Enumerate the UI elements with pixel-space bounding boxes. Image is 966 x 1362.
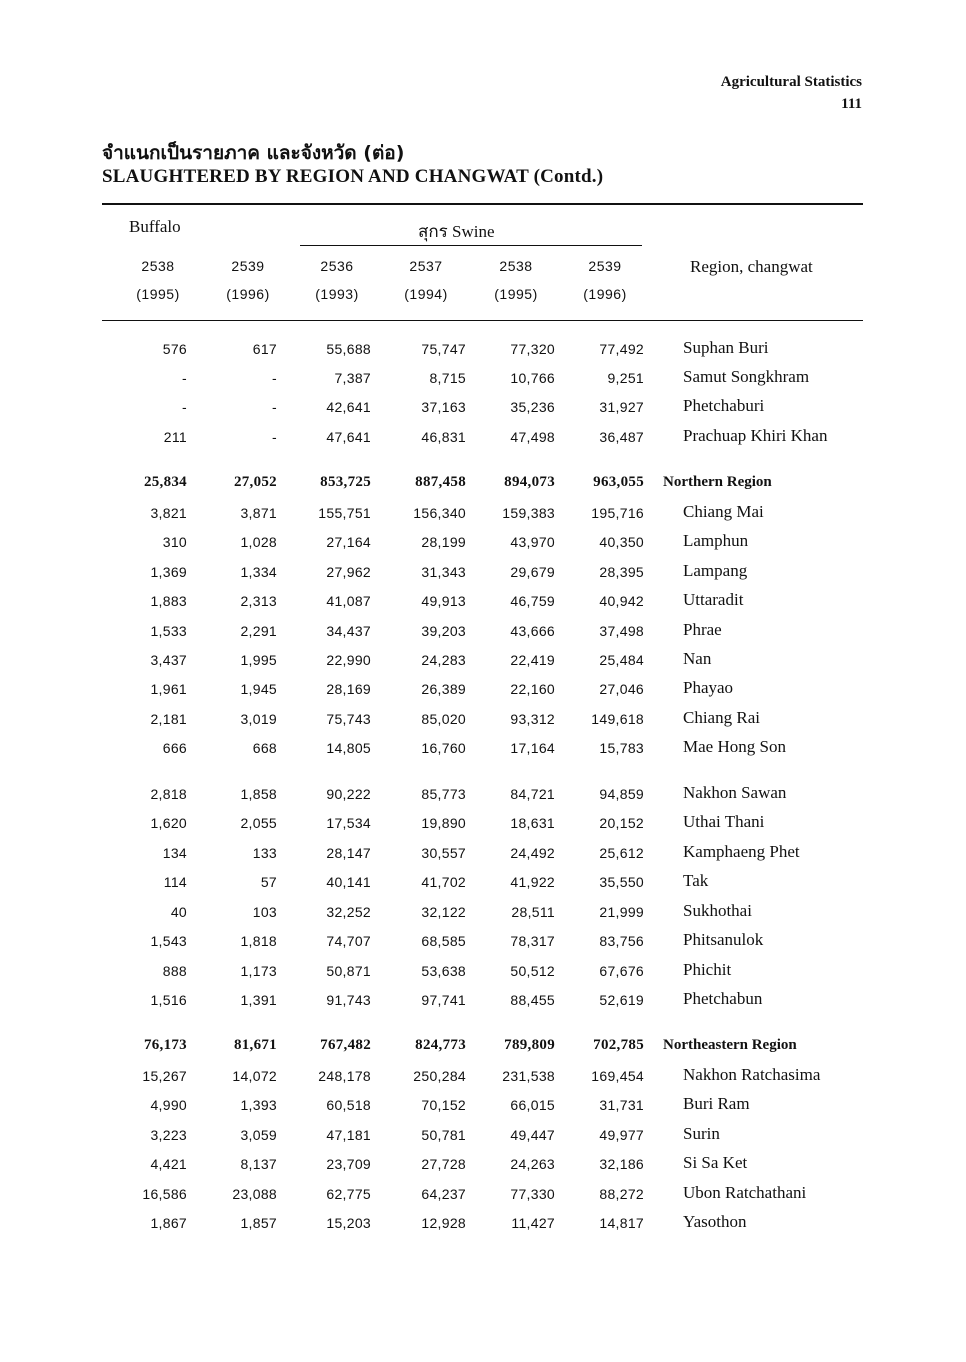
table-cell: 41,087 bbox=[326, 593, 371, 609]
table-cell: 963,055 bbox=[593, 474, 644, 490]
table-cell: 24,263 bbox=[510, 1156, 555, 1172]
swine-group-header: สุกร Swine bbox=[418, 222, 495, 241]
table-cell: 34,437 bbox=[326, 623, 371, 639]
table-cell: 47,181 bbox=[326, 1127, 371, 1143]
table-cell: 28,147 bbox=[326, 845, 371, 861]
page-number: 111 bbox=[841, 96, 862, 112]
table-cell: 32,186 bbox=[599, 1156, 644, 1172]
table-cell: 41,922 bbox=[510, 874, 555, 890]
table-cell: 35,236 bbox=[510, 399, 555, 415]
table-cell: 1,818 bbox=[240, 933, 277, 949]
table-cell: 32,122 bbox=[421, 904, 466, 920]
table-cell: 88,455 bbox=[510, 992, 555, 1008]
table-cell: 28,199 bbox=[421, 534, 466, 550]
table-cell: 57 bbox=[260, 874, 277, 890]
table-cell: 97,741 bbox=[421, 992, 466, 1008]
year-header-be: 2537 bbox=[409, 258, 443, 274]
table-cell: 248,178 bbox=[318, 1068, 371, 1084]
table-cell: 27,962 bbox=[326, 564, 371, 580]
table-cell: 32,252 bbox=[326, 904, 371, 920]
table-cell: 24,283 bbox=[421, 652, 466, 668]
table-cell: 60,518 bbox=[326, 1097, 371, 1113]
table-cell: 666 bbox=[162, 740, 187, 756]
table-cell: 22,990 bbox=[326, 652, 371, 668]
table-cell: 46,831 bbox=[421, 429, 466, 445]
table-cell: 40,942 bbox=[599, 593, 644, 609]
table-cell: 16,760 bbox=[421, 740, 466, 756]
changwat-name: Ubon Ratchathani bbox=[683, 1183, 807, 1202]
changwat-name: Samut Songkhram bbox=[683, 367, 810, 386]
table-cell: 50,871 bbox=[326, 963, 371, 979]
changwat-name: Uthai Thani bbox=[683, 812, 765, 831]
table-cell: 1,858 bbox=[240, 786, 277, 802]
table-cell: 74,707 bbox=[326, 933, 371, 949]
table-cell: 88,272 bbox=[599, 1186, 644, 1202]
table-cell: 789,809 bbox=[504, 1037, 555, 1053]
table-cell: 1,883 bbox=[150, 593, 187, 609]
table-cell: 767,482 bbox=[320, 1037, 371, 1053]
table-cell: 64,237 bbox=[421, 1186, 466, 1202]
table-cell: - bbox=[272, 429, 277, 445]
region-name: Northern Region bbox=[663, 474, 772, 490]
table-cell: 2,055 bbox=[240, 815, 277, 831]
table-cell: 3,871 bbox=[240, 505, 277, 521]
table-cell: 1,995 bbox=[240, 652, 277, 668]
table-cell: 43,970 bbox=[510, 534, 555, 550]
changwat-name: Yasothon bbox=[683, 1212, 747, 1231]
table-cell: 4,990 bbox=[150, 1097, 187, 1113]
table-cell: 49,447 bbox=[510, 1127, 555, 1143]
table-cell: 77,330 bbox=[510, 1186, 555, 1202]
table-cell: 3,821 bbox=[150, 505, 187, 521]
changwat-name: Kamphaeng Phet bbox=[683, 842, 800, 861]
year-header-be: 2538 bbox=[499, 258, 533, 274]
year-header-be: 2539 bbox=[588, 258, 622, 274]
table-cell: 2,313 bbox=[240, 593, 277, 609]
table-cell: 24,492 bbox=[510, 845, 555, 861]
header-bottom-rule bbox=[102, 320, 863, 321]
table-cell: 28,169 bbox=[326, 681, 371, 697]
table-cell: 35,550 bbox=[599, 874, 644, 890]
table-cell: 114 bbox=[163, 874, 187, 890]
table-cell: 1,620 bbox=[150, 815, 187, 831]
table-cell: 77,492 bbox=[599, 341, 644, 357]
table-cell: 36,487 bbox=[599, 429, 644, 445]
table-cell: 27,728 bbox=[421, 1156, 466, 1172]
year-header-ce: (1996) bbox=[583, 286, 627, 302]
table-cell: 27,164 bbox=[326, 534, 371, 550]
table-cell: 7,387 bbox=[334, 370, 371, 386]
table-cell: 22,419 bbox=[510, 652, 555, 668]
table-cell: 49,977 bbox=[599, 1127, 644, 1143]
table-cell: 28,395 bbox=[599, 564, 644, 580]
table-cell: 40 bbox=[170, 904, 187, 920]
table-cell: 11,427 bbox=[511, 1215, 555, 1231]
table-cell: 42,641 bbox=[326, 399, 371, 415]
table-cell: 1,543 bbox=[150, 933, 187, 949]
table-cell: 85,020 bbox=[421, 711, 466, 727]
table-cell: 133 bbox=[252, 845, 277, 861]
year-header-ce: (1995) bbox=[136, 286, 180, 302]
table-cell: 55,688 bbox=[326, 341, 371, 357]
table-cell: 18,631 bbox=[510, 815, 555, 831]
table-cell: 23,088 bbox=[232, 1186, 277, 1202]
changwat-name: Prachuap Khiri Khan bbox=[683, 426, 828, 445]
table-cell: 3,059 bbox=[240, 1127, 277, 1143]
table-cell: 75,743 bbox=[326, 711, 371, 727]
table-cell: 155,751 bbox=[318, 505, 371, 521]
table-cell: 1,857 bbox=[240, 1215, 277, 1231]
table-cell: 70,152 bbox=[421, 1097, 466, 1113]
table-cell: 68,585 bbox=[421, 933, 466, 949]
table-cell: 169,454 bbox=[591, 1068, 644, 1084]
table-cell: - bbox=[272, 399, 277, 415]
table-cell: 90,222 bbox=[326, 786, 371, 802]
table-cell: 78,317 bbox=[510, 933, 555, 949]
changwat-name: Uttaradit bbox=[683, 590, 744, 609]
table-cell: 47,641 bbox=[326, 429, 371, 445]
publication-name: Agricultural Statistics bbox=[720, 74, 862, 90]
table-cell: 1,393 bbox=[240, 1097, 277, 1113]
table-cell: 824,773 bbox=[415, 1037, 466, 1053]
table-cell: 134 bbox=[162, 845, 187, 861]
table-cell: 49,913 bbox=[421, 593, 466, 609]
table-cell: 43,666 bbox=[510, 623, 555, 639]
table-cell: 31,731 bbox=[599, 1097, 644, 1113]
table-cell: 250,284 bbox=[413, 1068, 466, 1084]
table-cell: 19,890 bbox=[421, 815, 466, 831]
table-cell: 84,721 bbox=[510, 786, 555, 802]
table-cell: 887,458 bbox=[415, 474, 466, 490]
table-cell: 2,181 bbox=[150, 711, 187, 727]
year-header-be: 2539 bbox=[231, 258, 265, 274]
table-cell: 211 bbox=[163, 429, 187, 445]
table-cell: 853,725 bbox=[320, 474, 371, 490]
table-cell: 76,173 bbox=[143, 1037, 187, 1053]
table-cell: 91,743 bbox=[326, 992, 371, 1008]
changwat-name: Surin bbox=[683, 1124, 720, 1143]
table-cell: 47,498 bbox=[510, 429, 555, 445]
table-cell: 50,512 bbox=[510, 963, 555, 979]
table-cell: 1,516 bbox=[150, 992, 187, 1008]
table-cell: 576 bbox=[162, 341, 187, 357]
table-cell: 9,251 bbox=[607, 370, 644, 386]
table-cell: 1,945 bbox=[240, 681, 277, 697]
year-header-ce: (1995) bbox=[494, 286, 538, 302]
table-cell: 195,716 bbox=[591, 505, 644, 521]
changwat-name: Chiang Mai bbox=[683, 502, 764, 521]
changwat-name: Nan bbox=[683, 649, 712, 668]
year-header-ce: (1993) bbox=[315, 286, 359, 302]
changwat-name: Sukhothai bbox=[683, 901, 752, 920]
table-cell: 894,073 bbox=[504, 474, 555, 490]
table-cell: 85,773 bbox=[421, 786, 466, 802]
table-cell: 3,437 bbox=[150, 652, 187, 668]
table-cell: 66,015 bbox=[510, 1097, 555, 1113]
table-cell: 30,557 bbox=[421, 845, 466, 861]
changwat-name: Chiang Rai bbox=[683, 708, 760, 727]
changwat-name: Nakhon Ratchasima bbox=[683, 1065, 821, 1084]
year-header-be: 2538 bbox=[141, 258, 175, 274]
table-cell: 103 bbox=[252, 904, 277, 920]
table-cell: 3,019 bbox=[240, 711, 277, 727]
table-cell: 1,173 bbox=[240, 963, 277, 979]
table-title-thai: จำแนกเป็นรายภาค และจังหวัด (ต่อ) bbox=[102, 142, 405, 164]
table-cell: 25,484 bbox=[599, 652, 644, 668]
table-cell: 52,619 bbox=[599, 992, 644, 1008]
table-cell: 8,137 bbox=[240, 1156, 277, 1172]
changwat-name: Tak bbox=[683, 871, 709, 890]
table-cell: 27,046 bbox=[599, 681, 644, 697]
table-cell: 17,534 bbox=[326, 815, 371, 831]
table-cell: 22,160 bbox=[510, 681, 555, 697]
changwat-name: Phayao bbox=[683, 678, 734, 697]
table-cell: 62,775 bbox=[326, 1186, 371, 1202]
region-name: Northeastern Region bbox=[663, 1037, 797, 1053]
table-cell: 16,586 bbox=[142, 1186, 187, 1202]
changwat-name: Suphan Buri bbox=[683, 338, 769, 357]
table-cell: 15,203 bbox=[326, 1215, 371, 1231]
changwat-name: Lamphun bbox=[683, 531, 749, 550]
table-cell: 53,638 bbox=[421, 963, 466, 979]
year-header-be: 2536 bbox=[320, 258, 354, 274]
table-cell: 37,498 bbox=[599, 623, 644, 639]
changwat-name: Phrae bbox=[683, 620, 722, 639]
table-cell: 1,867 bbox=[150, 1215, 187, 1231]
table-cell: 149,618 bbox=[591, 711, 644, 727]
table-cell: 50,781 bbox=[421, 1127, 466, 1143]
table-cell: 10,766 bbox=[510, 370, 555, 386]
table-cell: - bbox=[272, 370, 277, 386]
changwat-name: Mae Hong Son bbox=[683, 737, 786, 756]
table-cell: 40,141 bbox=[326, 874, 371, 890]
table-cell: 4,421 bbox=[150, 1156, 187, 1172]
buffalo-group-header: Buffalo bbox=[129, 217, 181, 236]
table-cell: 12,928 bbox=[421, 1215, 466, 1231]
table-cell: 15,267 bbox=[142, 1068, 187, 1084]
table-cell: 77,320 bbox=[510, 341, 555, 357]
table-cell: 75,747 bbox=[421, 341, 466, 357]
table-cell: 25,834 bbox=[143, 474, 187, 490]
changwat-name: Si Sa Ket bbox=[683, 1153, 748, 1172]
table-cell: 8,715 bbox=[429, 370, 466, 386]
table-cell: 67,676 bbox=[599, 963, 644, 979]
table-cell: 1,961 bbox=[150, 681, 187, 697]
table-cell: 26,389 bbox=[421, 681, 466, 697]
table-cell: 310 bbox=[162, 534, 187, 550]
changwat-name: Lampang bbox=[683, 561, 748, 580]
table-cell: 31,343 bbox=[421, 564, 466, 580]
swine-group-rule bbox=[300, 245, 642, 246]
table-cell: 2,291 bbox=[240, 623, 277, 639]
table-cell: 702,785 bbox=[593, 1037, 644, 1053]
table-cell: 668 bbox=[252, 740, 277, 756]
table-cell: 81,671 bbox=[233, 1037, 277, 1053]
table-cell: 14,817 bbox=[599, 1215, 644, 1231]
table-cell: 37,163 bbox=[421, 399, 466, 415]
changwat-name: Phetchaburi bbox=[683, 396, 765, 415]
table-cell: 31,927 bbox=[599, 399, 644, 415]
changwat-name: Phitsanulok bbox=[683, 930, 764, 949]
table-cell: 1,391 bbox=[240, 992, 277, 1008]
table-cell: 23,709 bbox=[326, 1156, 371, 1172]
changwat-name: Phichit bbox=[683, 960, 732, 979]
table-cell: 28,511 bbox=[511, 904, 555, 920]
table-cell: - bbox=[182, 399, 187, 415]
table-cell: 17,164 bbox=[510, 740, 555, 756]
top-rule bbox=[102, 203, 863, 205]
table-cell: 14,072 bbox=[232, 1068, 277, 1084]
table-cell: 27,052 bbox=[233, 474, 277, 490]
table-cell: 39,203 bbox=[421, 623, 466, 639]
table-cell: 15,783 bbox=[599, 740, 644, 756]
table-cell: 94,859 bbox=[599, 786, 644, 802]
table-cell: 159,383 bbox=[502, 505, 555, 521]
changwat-name: Buri Ram bbox=[683, 1094, 750, 1113]
year-header-ce: (1996) bbox=[226, 286, 270, 302]
table-cell: 41,702 bbox=[421, 874, 466, 890]
table-cell: 14,805 bbox=[326, 740, 371, 756]
table-cell: - bbox=[182, 370, 187, 386]
table-cell: 1,369 bbox=[150, 564, 187, 580]
table-cell: 2,818 bbox=[150, 786, 187, 802]
year-header-ce: (1994) bbox=[404, 286, 448, 302]
table-cell: 888 bbox=[162, 963, 187, 979]
table-cell: 1,334 bbox=[240, 564, 277, 580]
table-title-english: SLAUGHTERED BY REGION AND CHANGWAT (Contd.) bbox=[102, 166, 604, 187]
table-cell: 21,999 bbox=[599, 904, 644, 920]
table-cell: 25,612 bbox=[599, 845, 644, 861]
table-cell: 29,679 bbox=[510, 564, 555, 580]
table-cell: 93,312 bbox=[510, 711, 555, 727]
table-cell: 1,533 bbox=[150, 623, 187, 639]
table-cell: 46,759 bbox=[510, 593, 555, 609]
region-column-header: Region, changwat bbox=[690, 257, 813, 276]
table-cell: 40,350 bbox=[599, 534, 644, 550]
table-cell: 3,223 bbox=[150, 1127, 187, 1143]
table-cell: 20,152 bbox=[599, 815, 644, 831]
changwat-name: Phetchabun bbox=[683, 989, 763, 1008]
table-cell: 156,340 bbox=[413, 505, 466, 521]
table-cell: 1,028 bbox=[240, 534, 277, 550]
table-cell: 83,756 bbox=[599, 933, 644, 949]
table-cell: 231,538 bbox=[502, 1068, 555, 1084]
changwat-name: Nakhon Sawan bbox=[683, 783, 787, 802]
table-cell: 617 bbox=[252, 341, 277, 357]
